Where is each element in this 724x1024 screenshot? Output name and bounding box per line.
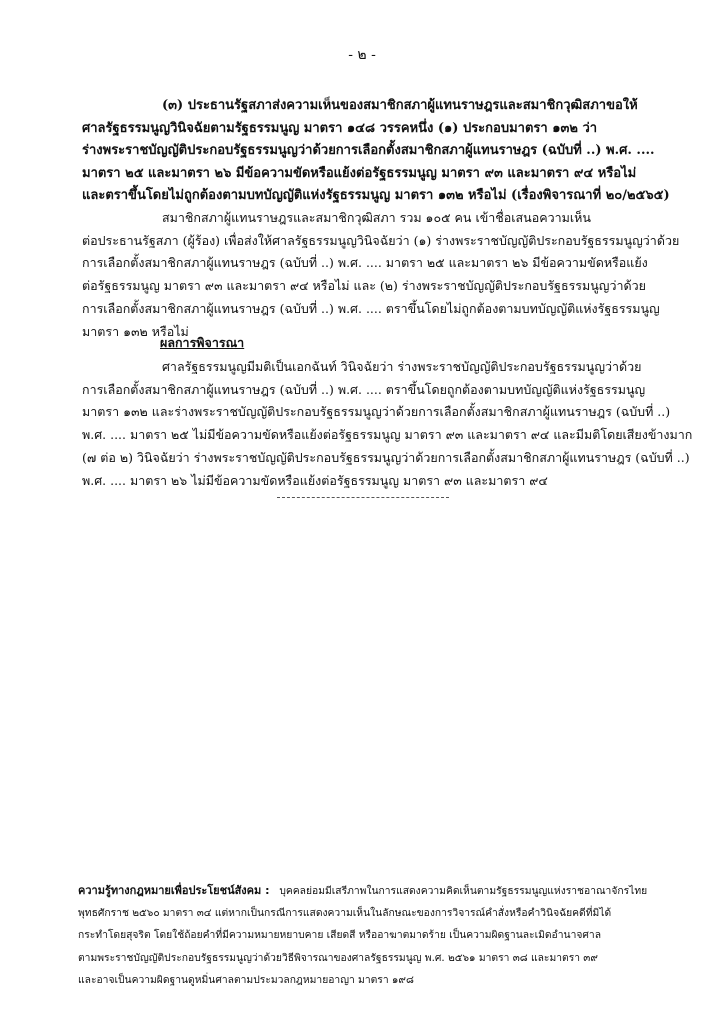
heading-line: ศาลรัฐธรรมนูญวินิจฉัยตามรัฐธรรมนูญ มาตรา ๑๔๘ วรรคหนึ่ง (๑) ประกอบมาตรา ๑๓๒ ว่า bbox=[82, 120, 598, 136]
note-line: พุทธศักราช ๒๕๖๐ มาตรา ๓๔ แต่หากเป็นกรณีการแสดงความเห็นในลักษณะของการวิจารณ์คำสั่งหรือคำวินิจฉัยคดีที่มิได้ bbox=[78, 907, 612, 920]
heading-line: (๓) ประธานรัฐสภาส่งความเห็นของสมาชิกสภาผู้แทนราษฎรและสมาชิกวุฒิสภาขอให้ bbox=[162, 98, 638, 113]
ruling-paragraph bbox=[82, 356, 693, 492]
note-title: ความรู้ทางกฎหมายเพื่อประโยชน์สังคม : bbox=[78, 884, 270, 897]
case-heading bbox=[82, 95, 670, 208]
paragraph-line: ต่อประธานรัฐสภา (ผู้ร้อง) เพื่อส่งให้ศาลรัฐธรรมนูญวินิจฉัยว่า (๑) ร่างพระราชบัญญัติประกอบรัฐธรรมนูญว่าด้วย bbox=[82, 232, 680, 248]
result-heading: ผลการพิจารณา bbox=[160, 335, 245, 350]
heading-line: ร่างพระราชบัญญัติประกอบรัฐธรรมนูญว่าด้วยการเลือกตั้งสมาชิกสภาผู้แทนราษฎร (ฉบับที่ ..) พ.ศ. .... bbox=[82, 143, 655, 158]
heading-line: มาตรา ๒๕ และมาตรา ๒๖ มีข้อความขัดหรือแย้งต่อรัฐธรรมนูญ มาตรา ๙๓ และมาตรา ๙๔ หรือไม่ bbox=[82, 165, 637, 181]
paragraph-line: การเลือกตั้งสมาชิกสภาผู้แทนราษฎร (ฉบับที่ ..) พ.ศ. .... ตราขึ้นโดยถูกต้องตามบทบัญญัติแห่งรัฐธรรมนูญ bbox=[82, 381, 646, 397]
heading-line: และตราขึ้นโดยไม่ถูกต้องตามบทบัญญัติแห่งรัฐธรรมนูญ มาตรา ๑๓๒ หรือไม่ (เรื่องพิจารณาที่ ๒๐/๒๕๖๕) bbox=[82, 188, 670, 203]
paragraph-line: พ.ศ. .... มาตรา ๒๕ ไม่มีข้อความขัดหรือแย้งต่อรัฐธรรมนูญ มาตรา ๙๓ และมาตรา ๙๔ และมีมติโดยเสียงข้างมาก bbox=[82, 427, 693, 443]
section-divider bbox=[277, 497, 449, 498]
note-line: บุคคลย่อมมีเสรีภาพในการแสดงความคิดเห็นตามรัฐธรรมนูญแห่งราชอาณาจักรไทย bbox=[279, 885, 648, 897]
paragraph-line: สมาชิกสภาผู้แทนราษฎรและสมาชิกวุฒิสภา รวม ๑๐๕ คน เข้าชื่อเสนอความเห็น bbox=[162, 210, 591, 225]
paragraph-line: (๗ ต่อ ๒) วินิจฉัยว่า ร่างพระราชบัญญัติประกอบรัฐธรรมนูญว่าด้วยการเลือกตั้งสมาชิกสภาผู้แทนราษฎร (ฉบับที่ ..) bbox=[82, 449, 690, 465]
page-number: - ๒ - bbox=[348, 47, 376, 63]
paragraph-line: การเลือกตั้งสมาชิกสภาผู้แทนราษฎร (ฉบับที่ ..) พ.ศ. .... ตราขึ้นโดยไม่ถูกต้องตามบทบัญญัติแห่งรัฐธรรมนูญ bbox=[82, 300, 660, 316]
paragraph-line: ต่อรัฐธรรมนูญ มาตรา ๙๓ และมาตรา ๙๔ หรือไม่ และ (๒) ร่างพระราชบัญญัติประกอบรัฐธรรมนูญว่าด้วย bbox=[82, 278, 646, 294]
note-line: ตามพระราชบัญญัติประกอบรัฐธรรมนูญว่าด้วยวิธีพิจารณาของศาลรัฐธรรมนูญ พ.ศ. ๒๕๖๑ มาตรา ๓๘ และมาตรา ๓๙ bbox=[78, 951, 598, 964]
note-line: และอาจเป็นความผิดฐานดูหมิ่นศาลตามประมวลกฎหมายอาญา มาตรา ๑๙๘ bbox=[78, 973, 414, 986]
paragraph-line: ศาลรัฐธรรมนูญมีมติเป็นเอกฉันท์ วินิจฉัยว่า ร่างพระราชบัญญัติประกอบรัฐธรรมนูญว่าด้วย bbox=[162, 359, 642, 374]
legal-knowledge-note bbox=[78, 880, 658, 991]
petition-paragraph bbox=[82, 207, 680, 343]
paragraph-line: มาตรา ๑๓๒ หรือไม่ bbox=[82, 323, 189, 339]
note-line: กระทำโดยสุจริต โดยใช้ถ้อยคำที่มีความหมายหยาบคาย เสียดสี หรืออาฆาตมาดร้าย เป็นความผิดฐานละเมิดอำนาจศาล bbox=[78, 929, 602, 942]
paragraph-line: มาตรา ๑๓๒ และร่างพระราชบัญญัติประกอบรัฐธรรมนูญว่าด้วยการเลือกตั้งสมาชิกสภาผู้แทนราษฎร (ฉบับที่ ..) bbox=[82, 404, 671, 420]
paragraph-line: พ.ศ. .... มาตรา ๒๖ ไม่มีข้อความขัดหรือแย้งต่อรัฐธรรมนูญ มาตรา ๙๓ และมาตรา ๙๔ bbox=[82, 472, 548, 488]
paragraph-line: การเลือกตั้งสมาชิกสภาผู้แทนราษฎร (ฉบับที่ ..) พ.ศ. .... มาตรา ๒๕ และมาตรา ๒๖ มีข้อความขัดหรือแย้ง bbox=[82, 255, 648, 271]
